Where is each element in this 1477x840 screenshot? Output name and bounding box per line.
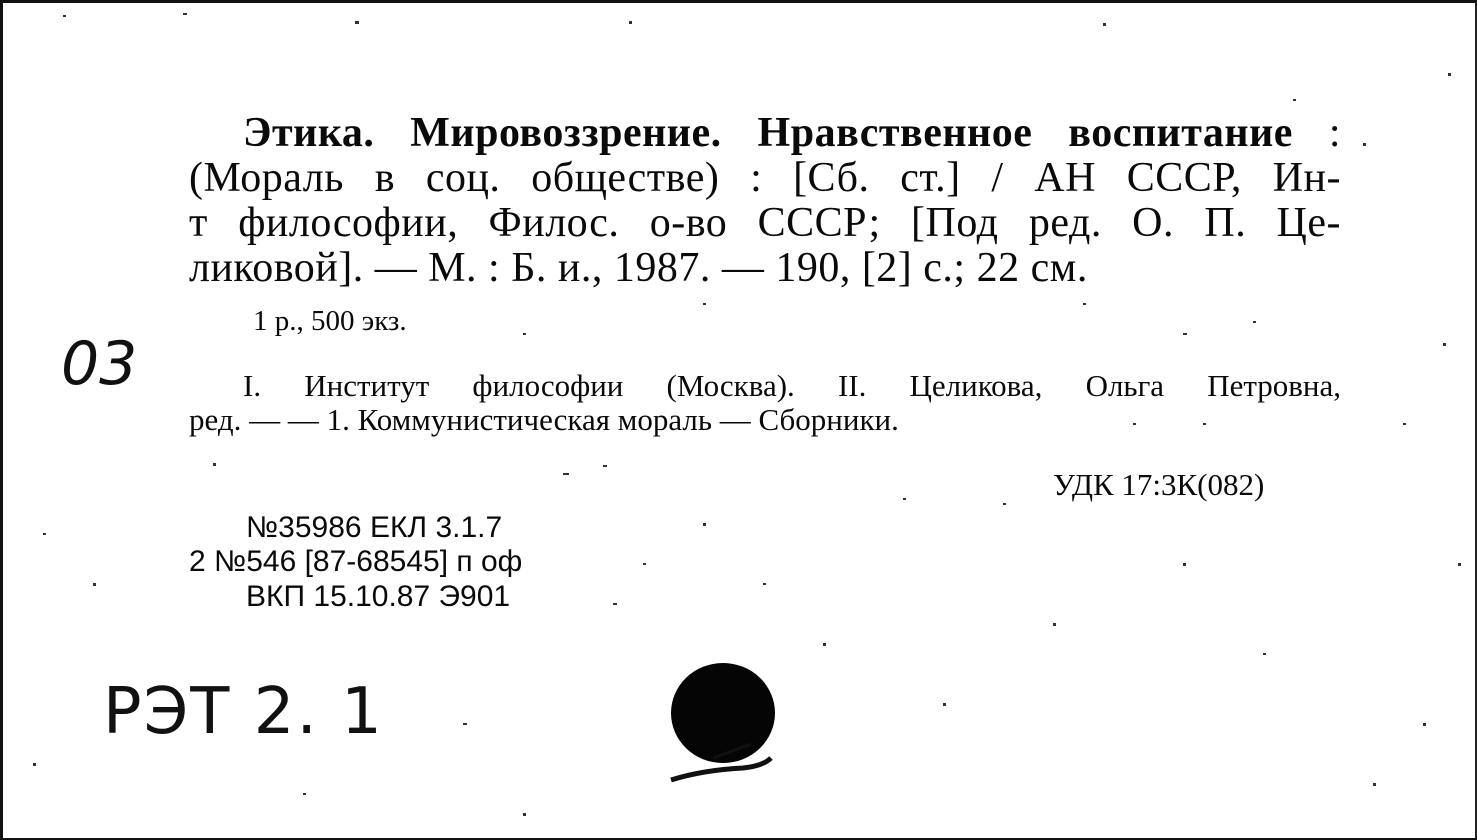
price-run: 1 р., 500 экз. <box>253 305 407 337</box>
accession-line-3: ВКП 15.10.87 Э901 <box>246 580 511 613</box>
handwritten-shelf-mark: 03 <box>61 329 138 399</box>
accession-line-1: №35986 ЕКЛ 3.1.7 <box>246 511 503 544</box>
handwritten-inventory-mark: РЭТ 2. 1 <box>103 675 384 749</box>
title-line-3: т философии, Филос. о-во СССР; [Под ред. О. П. Це- <box>189 200 1341 246</box>
udc-code: УДК 17:3К(082) <box>1053 467 1265 502</box>
tracings-line-1: I. Институт философии (Москва). II. Целикова, Ольга Петровна, <box>243 368 1341 403</box>
tracings-line-2: ред. — — 1. Коммунистическая мораль — Сборники. <box>189 402 899 437</box>
scan-noise <box>3 3 1477 840</box>
imprint-line: ликовой]. — М. : Б. и., 1987. — 190, [2] с.; 22 см. <box>189 245 1088 291</box>
card-title: Этика. Мировоззрение. Нравственное воспитание <box>243 110 1293 156</box>
title-separator: : <box>1292 110 1341 156</box>
accession-line-2: 2 №546 [87-68545] п оф <box>189 545 523 578</box>
title-line-2: (Мораль в соц. обществе) : [Сб. ст.] / АН СССР, Ин- <box>189 155 1341 201</box>
